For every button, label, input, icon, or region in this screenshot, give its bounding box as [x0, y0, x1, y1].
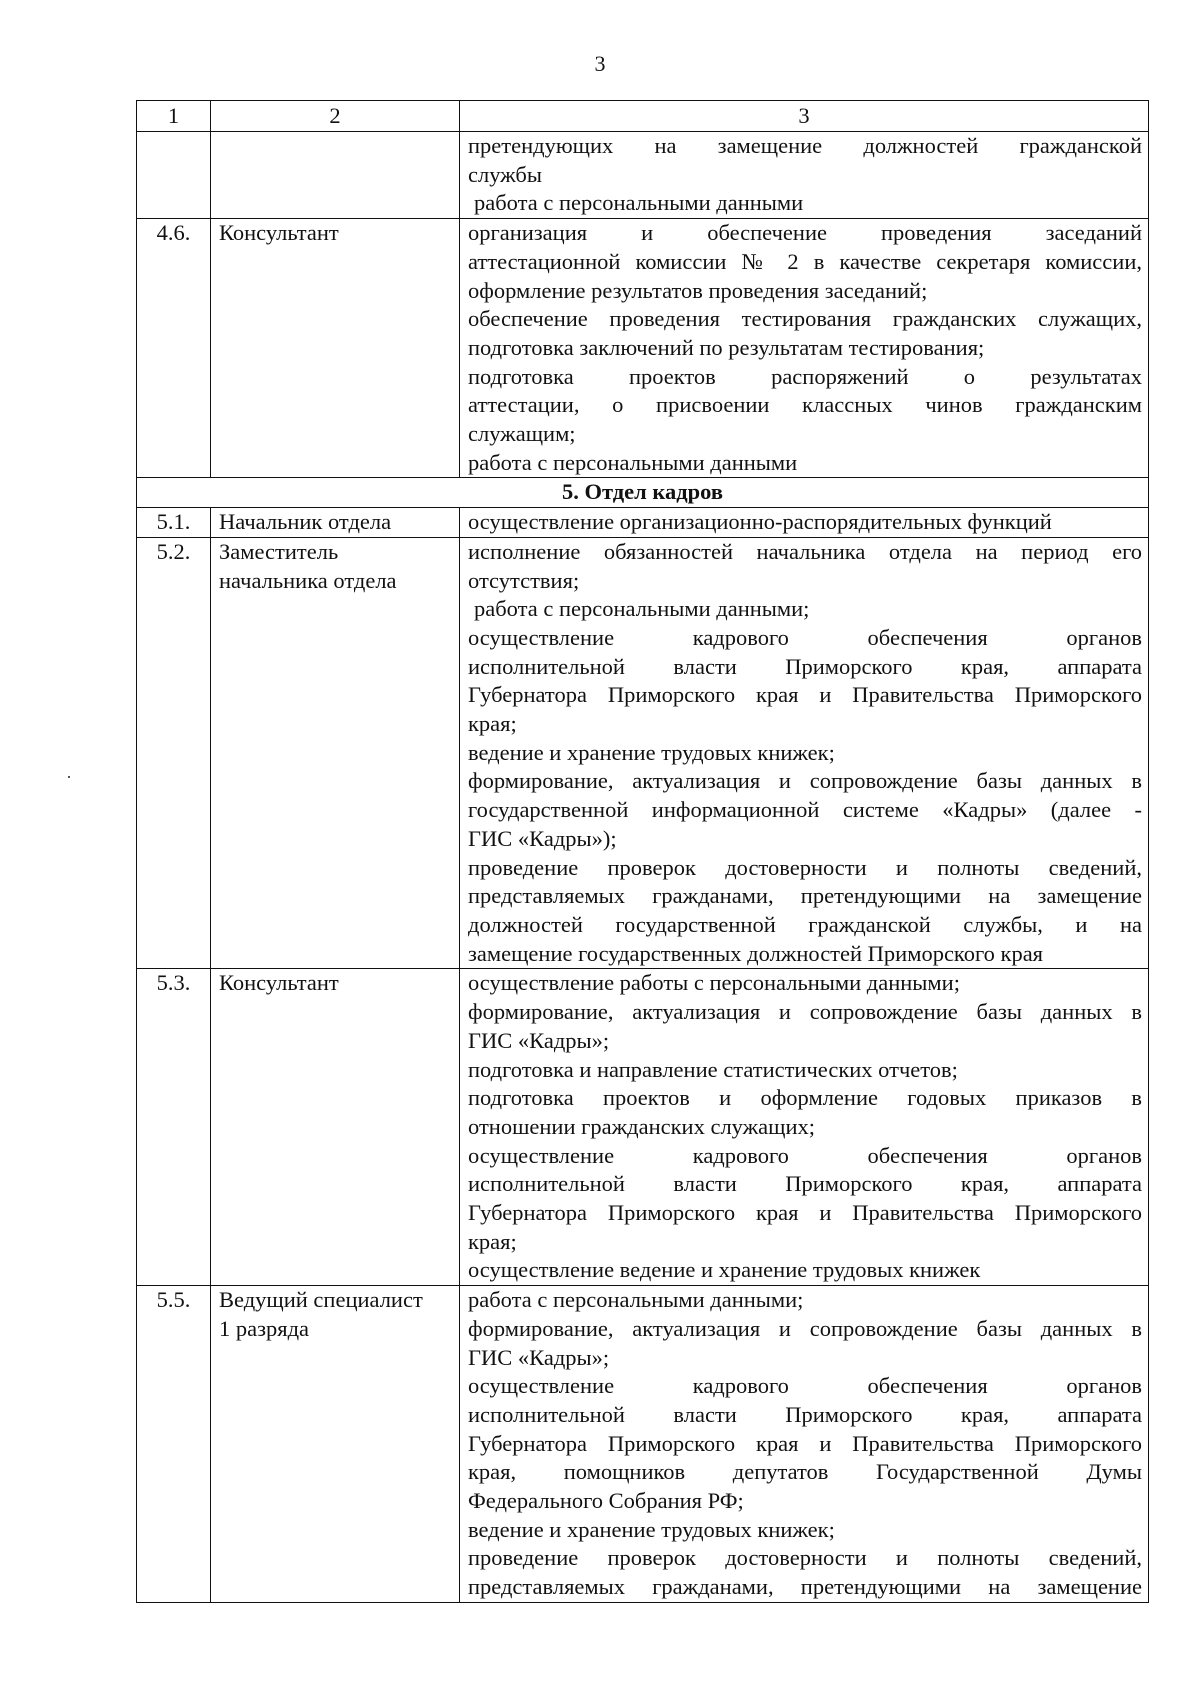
- table-row-continuation: [137, 132, 1149, 219]
- position-title: [211, 537, 460, 969]
- duty-line: Губернатора Приморского края и Правительства Приморского: [468, 1430, 1142, 1456]
- duty-line: края;: [468, 1228, 517, 1254]
- duty-line: осуществление кадрового обеспечения органов: [468, 624, 1142, 650]
- column-number-1: 1: [137, 101, 211, 132]
- position-line: Заместитель: [219, 538, 339, 564]
- position-title: Консультант: [211, 219, 460, 478]
- duties-cell: [460, 132, 1149, 219]
- duty-line: осуществление ведение и хранение трудовых книжек: [468, 1257, 981, 1283]
- duties-cell: [460, 537, 1149, 969]
- duties-cell: [460, 969, 1149, 1286]
- duty-line: отсутствия;: [468, 567, 580, 593]
- position-line: 1 разряда: [219, 1315, 310, 1341]
- duty-line: исполнительной власти Приморского края, аппарата: [468, 1171, 1142, 1197]
- duty-line: должностей государственной гражданской службы, и на: [468, 911, 1142, 937]
- duty-line: формирование, актуализация и сопровождение базы данных в: [468, 768, 1142, 794]
- duty-line: осуществление работы с персональными данными;: [468, 970, 960, 996]
- duty-line: отношении гражданских служащих;: [468, 1113, 816, 1139]
- section-heading-row: [137, 478, 1149, 508]
- table-header-row: [137, 101, 1149, 132]
- duty-line: работа с персональными данными;: [474, 596, 810, 622]
- duty-line: претендующих на замещение должностей гражданской: [468, 133, 1142, 158]
- section-heading: 5. Отдел кадров: [137, 478, 1149, 508]
- duty-line: подготовка заключений по результатам тестирования;: [468, 334, 985, 360]
- duty-line: формирование, актуализация и сопровождение базы данных в: [468, 999, 1142, 1025]
- duty-line: Губернатора Приморского края и Правительства Приморского: [468, 682, 1142, 708]
- row-number: 5.3.: [137, 969, 211, 1286]
- column-number-3: 3: [460, 101, 1149, 132]
- position-cell: [211, 132, 460, 219]
- duty-line: служащим;: [468, 421, 576, 447]
- duty-line: работа с персональными данными;: [468, 1287, 804, 1313]
- duty-line: подготовка проектов и оформление годовых приказов в: [468, 1085, 1142, 1111]
- row-number-cell: [137, 132, 211, 219]
- duty-line: края;: [468, 711, 517, 737]
- table-row-5-2: [137, 537, 1149, 969]
- position-line: Ведущий специалист: [219, 1287, 423, 1313]
- position-title: [211, 1286, 460, 1603]
- row-number: 4.6.: [137, 219, 211, 478]
- duty-line: работа с персональными данными: [468, 449, 798, 475]
- duty-line: обеспечение проведения тестирования гражданских служащих,: [468, 306, 1142, 332]
- duties-cell: [460, 219, 1149, 478]
- duty-line: аттестации, о присвоении классных чинов гражданским: [468, 392, 1142, 418]
- scan-speck: [68, 776, 70, 778]
- duty-line: Федерального Собрания РФ;: [468, 1488, 744, 1514]
- row-number: 5.1.: [137, 508, 211, 538]
- row-number: 5.2.: [137, 537, 211, 969]
- duty-line: организация и обеспечение проведения заседаний: [468, 220, 1142, 246]
- duty-line: оформление результатов проведения заседаний;: [468, 277, 928, 303]
- table-row-4-6: [137, 219, 1149, 478]
- duty-line: ведение и хранение трудовых книжек;: [468, 739, 835, 765]
- duty-line: края, помощников депутатов Государственной Думы: [468, 1459, 1142, 1485]
- page-number: 3: [594, 51, 606, 76]
- duty-line: подготовка и направление статистических отчетов;: [468, 1056, 958, 1082]
- duty-line: ГИС «Кадры»;: [468, 1344, 610, 1370]
- duty-line: службы: [468, 161, 542, 187]
- position-title: Консультант: [211, 969, 460, 1286]
- duty-line: представляемых гражданами, претендующими на замещение: [468, 1574, 1142, 1600]
- duty-line: замещение государственных должностей Приморского края: [468, 940, 1044, 966]
- duty-line: Губернатора Приморского края и Правительства Приморского: [468, 1200, 1142, 1226]
- duty-line: осуществление кадрового обеспечения органов: [468, 1142, 1142, 1168]
- duties-table: [136, 100, 1149, 1603]
- duty-line: исполнительной власти Приморского края, аппарата: [468, 653, 1142, 679]
- duties-cell: [460, 508, 1149, 538]
- duty-line: работа с персональными данными: [474, 190, 804, 216]
- table-row-5-3: [137, 969, 1149, 1286]
- position-title: Начальник отдела: [211, 508, 460, 538]
- duty-line: подготовка проектов распоряжений о результатах: [468, 363, 1142, 389]
- duty-line: проведение проверок достоверности и полноты сведений,: [468, 854, 1142, 880]
- duty-line: ГИС «Кадры»;: [468, 1027, 610, 1053]
- duty-line: осуществление кадрового обеспечения органов: [468, 1373, 1142, 1399]
- column-number-2: 2: [211, 101, 460, 132]
- duty-line: исполнительной власти Приморского края, аппарата: [468, 1401, 1142, 1427]
- table-row-5-1: [137, 508, 1149, 538]
- duty-line: аттестационной комиссии № 2 в качестве секретаря комиссии,: [468, 248, 1142, 274]
- duty-line: проведение проверок достоверности и полноты сведений,: [468, 1545, 1142, 1571]
- position-line: начальника отдела: [219, 567, 397, 593]
- duties-cell: [460, 1286, 1149, 1603]
- duty-line: осуществление организационно-распорядительных функций: [468, 509, 1052, 535]
- duty-line: исполнение обязанностей начальника отдела на период его: [468, 538, 1142, 564]
- duty-line: ГИС «Кадры»);: [468, 825, 617, 851]
- duty-line: ведение и хранение трудовых книжек;: [468, 1516, 835, 1542]
- row-number: 5.5.: [137, 1286, 211, 1603]
- duty-line: государственной информационной системе «Кадры» (далее -: [468, 797, 1142, 823]
- duty-line: формирование, актуализация и сопровождение базы данных в: [468, 1315, 1142, 1341]
- duty-line: представляемых гражданами, претендующими на замещение: [468, 883, 1142, 909]
- table-row-5-5: [137, 1286, 1149, 1603]
